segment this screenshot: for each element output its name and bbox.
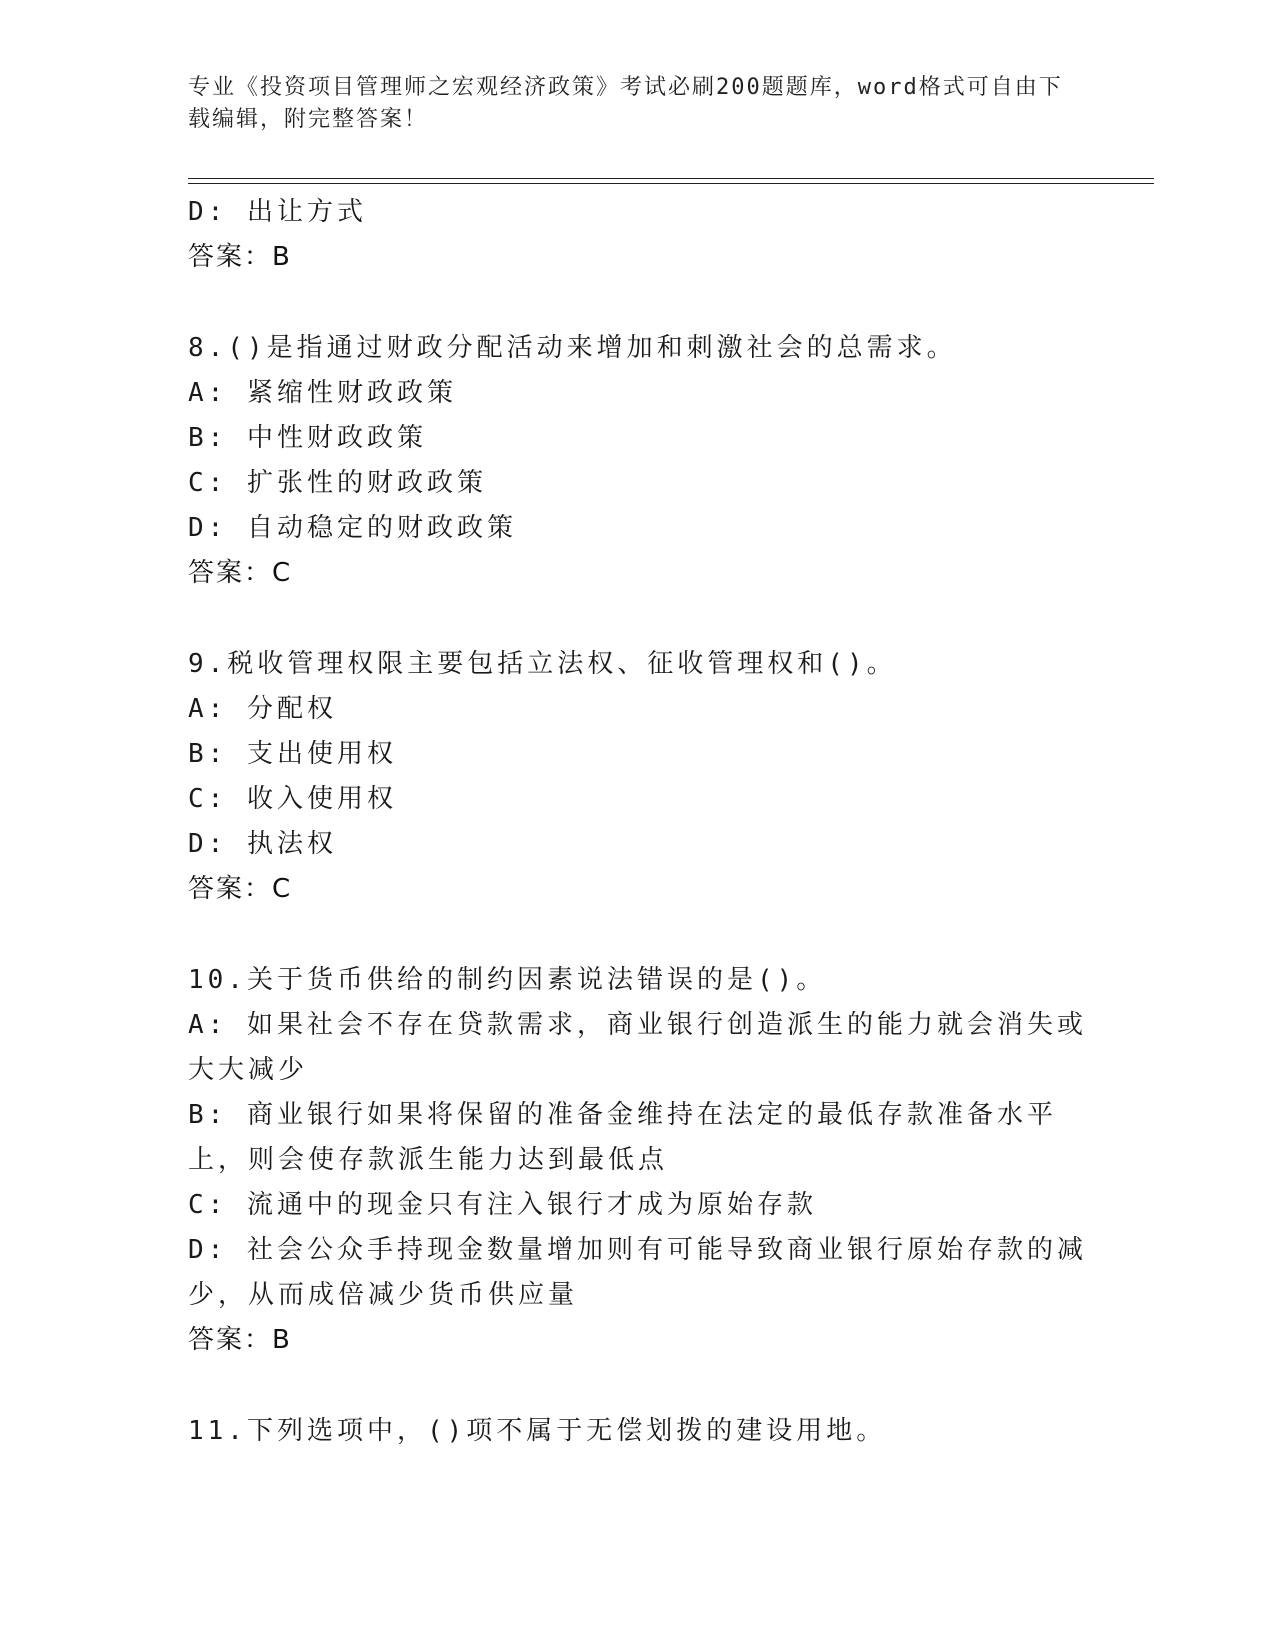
option-c: C: 扩张性的财政政策: [188, 468, 487, 498]
option-d: D: 自动稳定的财政政策: [188, 513, 517, 543]
question-stem: 11.下列选项中，()项不属于无偿划拨的建设用地。: [188, 1416, 887, 1446]
question-9: [188, 642, 1088, 912]
header-rule-bottom: [188, 183, 1154, 184]
question-8: [188, 326, 1088, 596]
option-a: A: 如果社会不存在贷款需求，商业银行创造派生的能力就会消失或大大减少: [188, 1010, 1087, 1085]
spacer: [188, 912, 1088, 958]
option-d: D: 出让方式: [188, 197, 367, 227]
question-7-tail: [188, 190, 1088, 280]
option-b: B: 中性财政政策: [188, 423, 427, 453]
header-rule-top: [188, 178, 1154, 179]
option-a: A: 分配权: [188, 694, 337, 724]
option-c: C: 收入使用权: [188, 784, 397, 814]
option-d: D: 社会公众手持现金数量增加则有可能导致商业银行原始存款的减少，从而成倍减少货币供应量: [188, 1235, 1087, 1310]
answer-line: 答案：B: [188, 1325, 292, 1355]
spacer: [188, 280, 1088, 326]
option-b: B: 商业银行如果将保留的准备金维持在法定的最低存款准备水平上，则会使存款派生能力达到最低点: [188, 1100, 1057, 1175]
option-a: A: 紧缩性财政政策: [188, 378, 457, 408]
answer-line: 答案：C: [188, 558, 293, 588]
question-11: [188, 1409, 1088, 1454]
question-stem: 10.关于货币供给的制约因素说法错误的是()。: [188, 965, 827, 995]
spacer: [188, 1363, 1088, 1409]
question-list: [188, 190, 1088, 1454]
option-d: D: 执法权: [188, 829, 337, 859]
document-header: 专业《投资项目管理师之宏观经济政策》考试必刷200题题库，word格式可自由下载编辑，附完整答案！: [188, 75, 1063, 132]
option-b: B: 支出使用权: [188, 739, 397, 769]
question-10: [188, 958, 1088, 1363]
question-stem: 9.税收管理权限主要包括立法权、征收管理权和()。: [188, 649, 897, 679]
option-c: C: 流通中的现金只有注入银行才成为原始存款: [188, 1190, 817, 1220]
answer-line: 答案：B: [188, 242, 292, 272]
question-stem: 8.()是指通过财政分配活动来增加和刺激社会的总需求。: [188, 333, 957, 363]
answer-line: 答案：C: [188, 874, 293, 904]
spacer: [188, 596, 1088, 642]
